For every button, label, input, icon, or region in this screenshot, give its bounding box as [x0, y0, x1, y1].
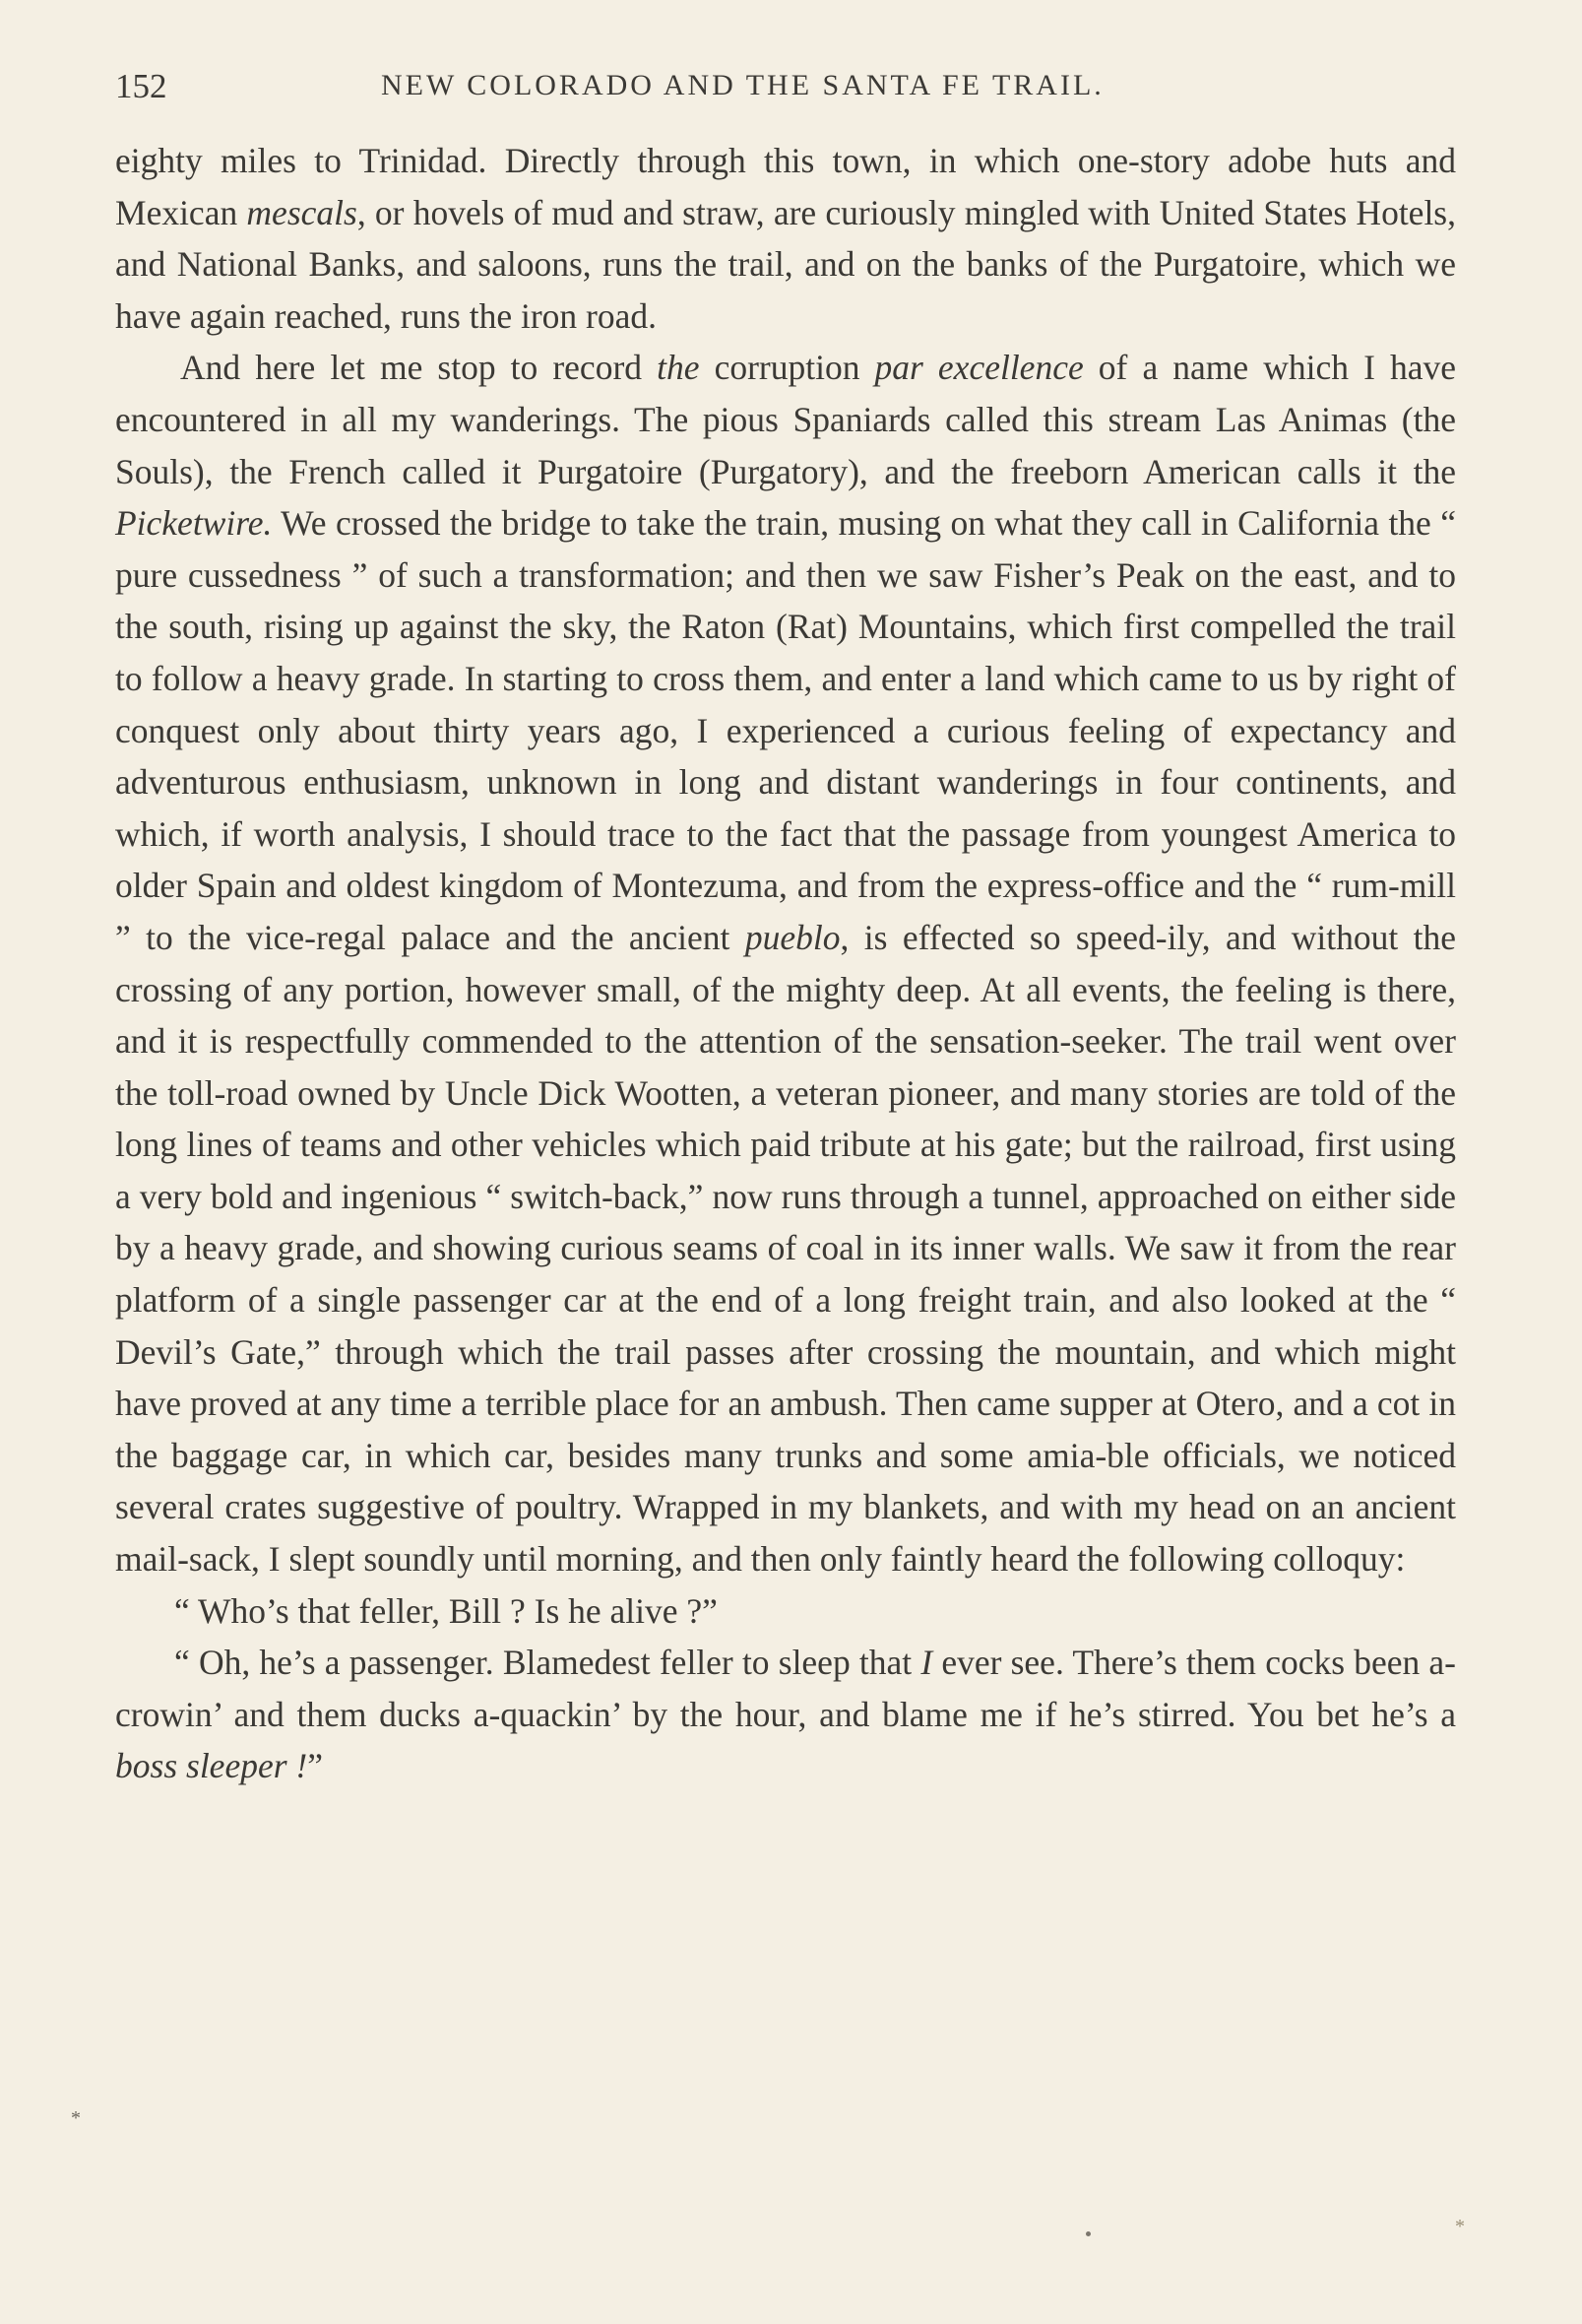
- paragraph: [115, 135, 1456, 342]
- text-run: And here let me stop to record: [180, 348, 658, 388]
- print-speck: [1086, 2231, 1091, 2236]
- page-header: [115, 67, 1454, 108]
- page-number: 152: [115, 67, 167, 105]
- paragraph: [115, 1585, 1456, 1638]
- paragraph: [115, 1637, 1456, 1792]
- margin-mark: *: [1455, 2216, 1465, 2237]
- italic-text: boss sleeper !: [115, 1746, 308, 1786]
- running-head: NEW COLORADO AND THE SANTA FE TRAIL.: [381, 69, 1105, 101]
- text-run: “ Oh, he’s a passenger. Blamedest feller to sleep that: [174, 1643, 921, 1683]
- text-run: ”: [307, 1746, 323, 1786]
- text-run: of a name which I have encountered in all my wanderings. The pious Spaniards called this stream Las Animas (the Souls), the French called it Purgatoire (Purgatory), and the freeborn American calls it the: [115, 348, 1456, 491]
- paragraph: [115, 342, 1456, 1584]
- text-run: “ Who’s that feller, Bill ? Is he alive ?”: [174, 1590, 718, 1631]
- italic-text: pueblo: [744, 917, 841, 957]
- italic-text: I: [920, 1643, 933, 1683]
- italic-text: Picketwire.: [115, 503, 273, 544]
- text-run: We crossed the bridge to take the train, musing on what they call in California the “ pure cussedness ” of such a transformation; and then we saw Fisher’s Peak on the east, and to the south, rising up against the sky, the Raton (Rat) Mountains, which first compelled the trail to follow a heavy grade. In starting to cross them, and enter a land which came to us by right of conquest only about thirty years ago, I experienced a curious feeling of expectancy and adventurous enthusiasm, unknown in long and distant wanderings in four continents, and which, if worth analysis, I should trace to the fact that the passage from youngest America to older Spain and oldest kingdom of Montezuma, and from the express-office and the “ rum-mill ” to the vice-regal palace and the ancient: [115, 503, 1456, 957]
- text-run: ever see. There’s them cocks been a-crowin’ and them ducks a-quackin’ by the hour, and blame me if he’s stirred. You bet he’s a: [115, 1643, 1456, 1734]
- italic-text: par excellence: [874, 348, 1084, 388]
- italic-text: the: [657, 348, 700, 388]
- text-run: corruption: [699, 348, 875, 388]
- body-text: [115, 135, 1456, 1792]
- text-run: , is effected so speed-ily, and without the crossing of any portion, however small, of the mighty deep. At all events, the feeling is there, and it is respectfully commended to the attention of the sensation-seeker. The trail went over the toll-road owned by Uncle Dick Wootten, a veteran pioneer, and many stories are told of the long lines of teams and other vehicles which paid tribute at his gate; but the railroad, first using a very bold and ingenious “ switch-back,” now runs through a tunnel, approached on either side by a heavy grade, and showing curious seams of coal in its inner walls. We saw it from the rear platform of a single passenger car at the end of a long freight train, and also looked at the “ Devil’s Gate,” through which the trail passes after crossing the mountain, and which might have proved at any time a terrible place for an ambush. Then came supper at Otero, and a cot in the baggage car, in which car, besides many trunks and some amia-ble officials, we noticed several crates suggestive of poultry. Wrapped in my blankets, and with my head on an ancient mail-sack, I slept soundly until morning, and then only faintly heard the following colloquy:: [115, 917, 1457, 1580]
- margin-mark: *: [71, 2107, 81, 2129]
- italic-text: mescals: [246, 192, 357, 232]
- text-run: , or hovels of mud and straw, are curiously mingled with United States Hotels, and National Banks, and saloons, runs the trail, and on the banks of the Purgatoire, which we have again reached, runs the iron road.: [115, 192, 1456, 336]
- text-run: eighty miles to Trinidad. Directly through this town, in which one-story adobe huts and Mexican: [115, 141, 1456, 232]
